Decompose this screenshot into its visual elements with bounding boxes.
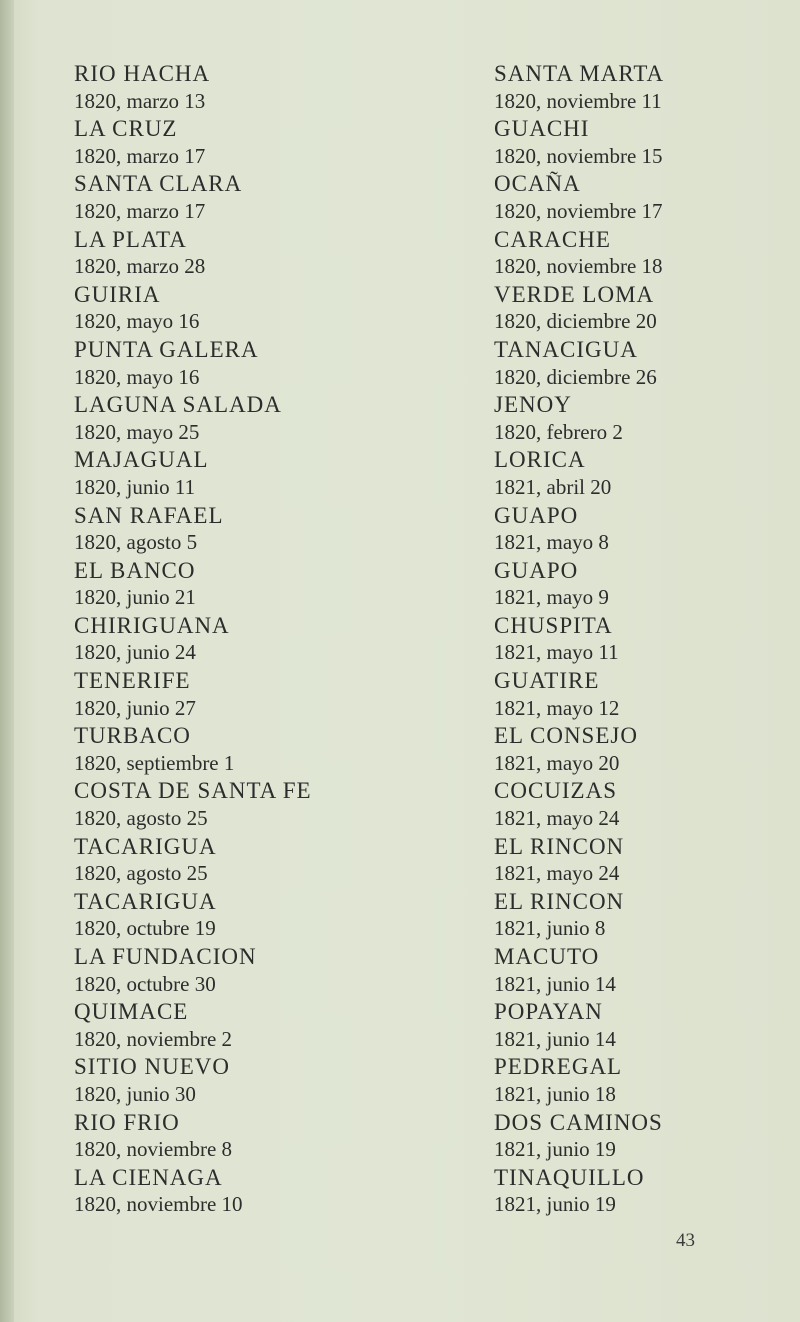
list-item xyxy=(494,170,664,225)
date-text: 1820, diciembre 20 xyxy=(494,309,657,334)
date-text: 1820, noviembre 15 xyxy=(494,143,663,168)
date-text: 1821, mayo 9 xyxy=(494,585,609,610)
date-text: 1821, mayo 20 xyxy=(494,750,620,775)
date-text: 1820, agosto 25 xyxy=(74,806,208,831)
list-item xyxy=(74,391,312,446)
list-item xyxy=(74,1164,312,1219)
date-text: 1821, mayo 24 xyxy=(494,806,620,831)
list-item xyxy=(74,115,312,170)
date-text: 1820, octubre 19 xyxy=(74,916,216,941)
list-item xyxy=(494,888,664,943)
list-item xyxy=(494,722,664,777)
place-name: TACARIGUA xyxy=(74,888,217,914)
place-name: LA CRUZ xyxy=(74,116,178,142)
place-name: MAJAGUAL xyxy=(74,447,209,473)
date-text: 1820, diciembre 26 xyxy=(494,364,657,389)
place-name: SANTA MARTA xyxy=(494,61,665,86)
place-name: SANTA CLARA xyxy=(74,171,243,197)
place-name: PUNTA GALERA xyxy=(74,336,259,362)
list-item xyxy=(494,446,664,501)
date-text: 1821, junio 19 xyxy=(494,1137,616,1162)
list-item xyxy=(74,888,312,943)
place-name: SAN RAFAEL xyxy=(74,502,224,528)
place-name: TANACIGUA xyxy=(494,336,638,362)
date-text: 1821, mayo 24 xyxy=(494,861,620,886)
place-name: CHIRIGUANA xyxy=(74,612,230,638)
place-name: TACARIGUA xyxy=(74,833,217,859)
place-name: GUATIRE xyxy=(494,668,600,694)
place-name: JENOY xyxy=(494,392,572,418)
date-text: 1820, noviembre 11 xyxy=(494,88,662,113)
place-name: OCAÑA xyxy=(494,171,581,197)
page-number: 43 xyxy=(676,1230,695,1251)
list-item xyxy=(74,612,312,667)
place-name: CARACHE xyxy=(494,226,611,252)
place-name: PEDREGAL xyxy=(494,1054,623,1080)
place-name: COCUIZAS xyxy=(494,778,618,804)
date-text: 1821, junio 14 xyxy=(494,971,616,996)
list-item xyxy=(494,1109,664,1164)
place-name: RIO HACHA xyxy=(74,61,211,86)
list-item xyxy=(74,998,312,1053)
place-name: LAGUNA SALADA xyxy=(74,392,282,418)
list-item xyxy=(74,170,312,225)
list-item xyxy=(74,60,312,115)
list-item xyxy=(494,612,664,667)
date-text: 1821, abril 20 xyxy=(494,474,612,499)
place-name: GUACHI xyxy=(494,116,590,142)
date-text: 1820, junio 24 xyxy=(74,640,196,665)
date-text: 1821, junio 14 xyxy=(494,1026,616,1051)
date-text: 1821, junio 18 xyxy=(494,1081,616,1106)
place-name: QUIMACE xyxy=(74,999,189,1025)
place-name: LA PLATA xyxy=(74,226,187,252)
list-item xyxy=(494,115,664,170)
place-name: TENERIFE xyxy=(74,668,191,694)
list-item xyxy=(494,557,664,612)
date-text: 1820, septiembre 1 xyxy=(74,750,235,775)
list-item xyxy=(494,502,664,557)
list-item xyxy=(74,281,312,336)
list-item xyxy=(74,226,312,281)
list-item xyxy=(74,446,312,501)
list-item xyxy=(494,667,664,722)
date-text: 1821, junio 8 xyxy=(494,916,606,941)
date-text: 1820, junio 21 xyxy=(74,585,196,610)
list-item xyxy=(74,502,312,557)
list-item xyxy=(494,943,664,998)
date-text: 1820, agosto 25 xyxy=(74,861,208,886)
date-text: 1820, octubre 30 xyxy=(74,971,216,996)
place-name: VERDE LOMA xyxy=(494,281,655,307)
list-item xyxy=(494,833,664,888)
list-item xyxy=(494,281,664,336)
list-item xyxy=(494,60,664,115)
date-text: 1820, noviembre 10 xyxy=(74,1192,243,1217)
date-text: 1820, junio 11 xyxy=(74,474,196,499)
place-name: GUAPO xyxy=(494,502,579,528)
date-text: 1820, mayo 16 xyxy=(74,364,200,389)
place-name: GUIRIA xyxy=(74,281,161,307)
place-name: SITIO NUEVO xyxy=(74,1054,231,1080)
list-item xyxy=(74,943,312,998)
binding-shadow xyxy=(0,0,14,1322)
place-name: COSTA DE SANTA FE xyxy=(74,778,312,804)
place-name: GUAPO xyxy=(494,557,579,583)
date-text: 1820, junio 30 xyxy=(74,1081,196,1106)
place-name: TURBACO xyxy=(74,723,191,749)
date-text: 1820, marzo 28 xyxy=(74,254,206,279)
place-name: LORICA xyxy=(494,447,586,473)
list-item xyxy=(494,777,664,832)
list-item xyxy=(74,1053,312,1108)
place-name: TINAQUILLO xyxy=(494,1164,645,1190)
date-text: 1820, marzo 17 xyxy=(74,198,206,223)
right-column xyxy=(494,60,664,1219)
date-text: 1820, noviembre 18 xyxy=(494,254,663,279)
place-name: POPAYAN xyxy=(494,999,603,1025)
left-column xyxy=(74,60,312,1219)
list-item xyxy=(74,667,312,722)
place-name: LA CIENAGA xyxy=(74,1164,223,1190)
list-item xyxy=(494,998,664,1053)
place-name: EL CONSEJO xyxy=(494,723,638,749)
date-text: 1820, marzo 17 xyxy=(74,143,206,168)
place-name: EL BANCO xyxy=(74,557,196,583)
list-item xyxy=(494,1053,664,1108)
list-item xyxy=(494,226,664,281)
date-text: 1820, junio 27 xyxy=(74,695,196,720)
list-item xyxy=(74,1109,312,1164)
date-text: 1820, mayo 16 xyxy=(74,309,200,334)
place-name: DOS CAMINOS xyxy=(494,1109,663,1135)
list-item xyxy=(494,391,664,446)
date-text: 1820, noviembre 8 xyxy=(74,1137,233,1162)
date-text: 1821, mayo 8 xyxy=(494,530,609,555)
date-text: 1821, mayo 12 xyxy=(494,695,620,720)
list-item xyxy=(74,777,312,832)
date-text: 1820, agosto 5 xyxy=(74,530,198,555)
place-name: CHUSPITA xyxy=(494,612,613,638)
list-item xyxy=(494,336,664,391)
list-item xyxy=(494,1164,664,1219)
date-text: 1820, mayo 25 xyxy=(74,419,200,444)
place-name: RIO FRIO xyxy=(74,1109,180,1135)
list-item xyxy=(74,722,312,777)
list-item xyxy=(74,336,312,391)
list-item xyxy=(74,833,312,888)
place-name: MACUTO xyxy=(494,944,600,969)
date-text: 1820, noviembre 17 xyxy=(494,198,663,223)
date-text: 1821, junio 19 xyxy=(494,1192,616,1217)
list-item xyxy=(74,557,312,612)
date-text: 1820, marzo 13 xyxy=(74,88,206,113)
place-name: LA FUNDACION xyxy=(74,944,257,969)
place-name: EL RINCON xyxy=(494,888,625,914)
place-name: EL RINCON xyxy=(494,833,625,859)
date-text: 1821, mayo 11 xyxy=(494,640,619,665)
date-text: 1820, noviembre 2 xyxy=(74,1026,233,1051)
date-text: 1820, febrero 2 xyxy=(494,419,623,444)
